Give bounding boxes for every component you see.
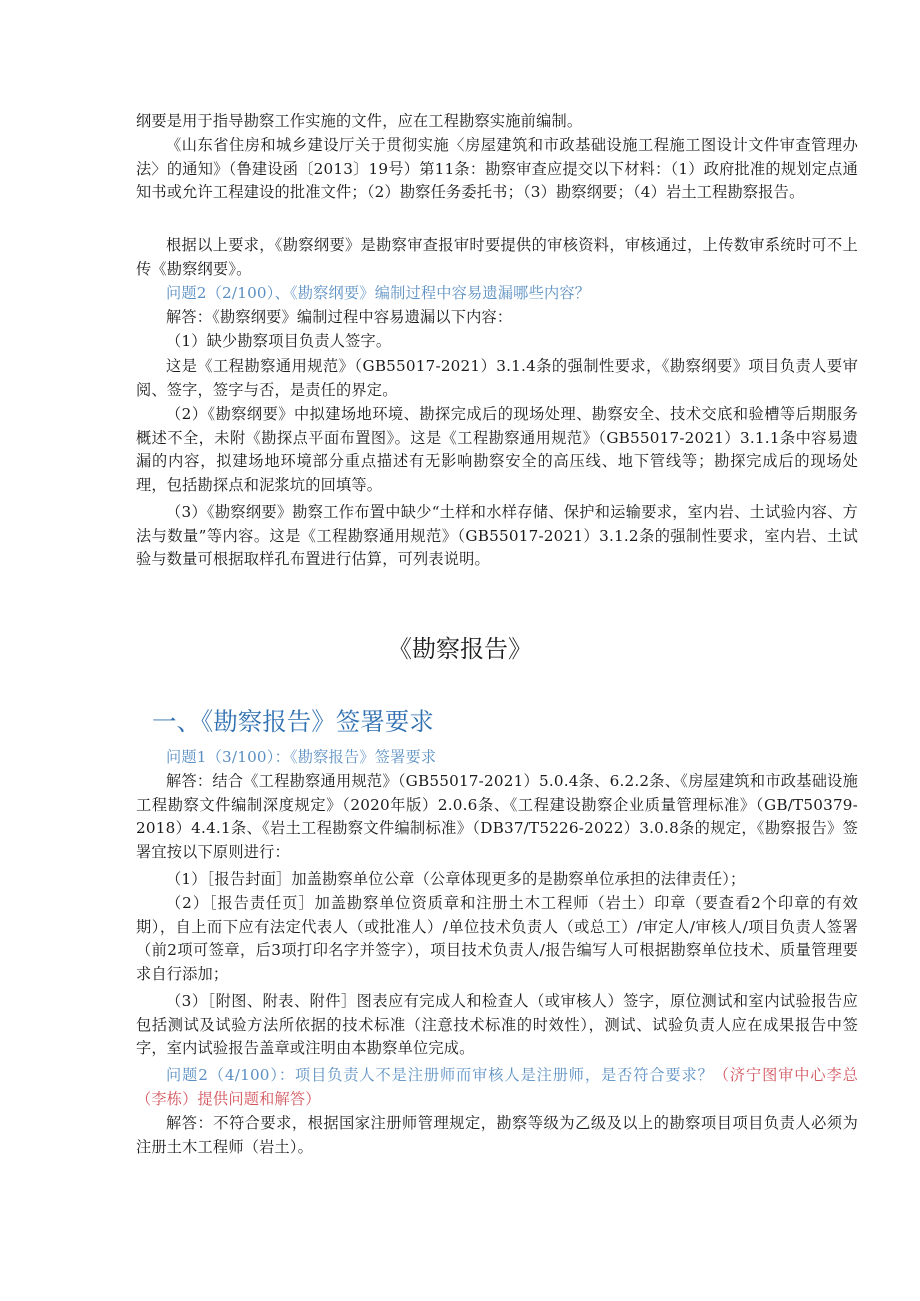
answer-2-item-1-detail: 这是《工程勘察通用规范》（GB55017-2021）3.1.4条的强制性要求，《勘察纲要》项目负责人要审阅、签字，签字与否，是责任的界定。 (136, 357, 858, 399)
answer-1-item-2: （2）［报告责任页］加盖勘察单位资质章和注册土木工程师（岩土）印章（要查看2个印章的有效期），自上而下应有法定代表人（或批准人）/单位技术负责人（或总工）/审定人/审核人/项目负责人签署（前2项可签章，后3项打印名字并签字），项目技术负责人/报告编写人可根据勘察单位技术、质量管理要求自行添加； (136, 894, 858, 983)
paragraph-review-conclusion: 根据以上要求，《勘察纲要》是勘察审查报审时要提供的审核资料，审核通过，上传数审系统时可不上传《勘察纲要》。 (136, 236, 858, 278)
question-2-report-source: （济宁图审中心李总（李栋）提供问题和解答） (136, 1066, 858, 1108)
paragraph-outline-purpose: 纲要是用于指导勘察工作实施的文件，应在工程勘察实施前编制。 (136, 112, 583, 130)
section-title-report: 《勘察报告》 (388, 635, 532, 663)
answer-2-item-3: （3）《勘察纲要》勘察工作布置中缺少“土样和水样存储、保护和运输要求，室内岩、土试验内容、方法与数量”等内容。这是《工程勘察通用规范》（GB55017-2021）3.1.2条的强制性要求，室内岩、土试验与数量可根据取样孔布置进行估算，可列表说明。 (136, 503, 858, 569)
answer-1-item-3: （3）［附图、附表、附件］图表应有完成人和检查人（或审核人）签字，原位测试和室内试验报告应包括测试及试验方法所依据的技术标准（注意技术标准的时效性），测试、试验负责人应在成果报告中签字，室内试验报告盖章或注明由本勘察单位完成。 (136, 992, 858, 1058)
question-2-report (136, 1064, 858, 1111)
answer-2-intro: 解答：《勘察纲要》编制过程中容易遗漏以下内容： (166, 308, 513, 326)
heading-report-signing: 一、《勘察报告》签署要求 (152, 707, 434, 736)
answer-2-report: 解答：不符合要求，根据国家注册师管理规定，勘察等级为乙级及以上的勘察项目项目负责人必须为注册土木工程师（岩土）。 (136, 1114, 858, 1156)
answer-1-item-1: （1）［报告封面］加盖勘察单位公章（公章体现更多的是勘察单位承担的法律责任）； (166, 870, 746, 888)
answer-2-item-1: （1）缺少勘察项目负责人签字。 (166, 332, 392, 350)
question-1-report: 问题1（3/100）：《勘察报告》签署要求 (166, 748, 437, 766)
question-2-report-text: 问题2（4/100）：项目负责人不是注册师而审核人是注册师，是否符合要求？ (166, 1066, 714, 1084)
answer-1-report: 解答：结合《工程勘察通用规范》（GB55017-2021）5.0.4条、6.2.2条、《房屋建筑和市政基础设施工程勘察文件编制深度规定》（2020年版）2.0.6条、《工程建设勘察企业质量管理标准》（GB/T50379-2018）4.4.1条、《岩土工程勘察文件编制标准》（DB37/T5226-2022）3.0.8条的规定，《勘察报告》签署宜按以下原则进行： (136, 772, 858, 861)
paragraph-shandong-notice: 《山东省住房和城乡建设厅关于贯彻实施〈房屋建筑和市政基础设施工程施工图设计文件审查管理办法〉的通知》（鲁建设函〔2013〕19号）第11条：勘察审查应提交以下材料：（1）政府批准的规划定点通知书或允许工程建设的批准文件；（2）勘察任务委托书；（3）勘察纲要；（4）岩土工程勘察报告。 (136, 136, 858, 202)
answer-2-item-2: （2）《勘察纲要》中拟建场地环境、勘探完成后的现场处理、勘察安全、技术交底和验槽等后期服务概述不全，未附《勘探点平面布置图》。这是《工程勘察通用规范》（GB55017-2021）3.1.1条中容易遗漏的内容，拟建场地环境部分重点描述有无影响勘察安全的高压线、地下管线等；勘探完成后的现场处理，包括勘探点和泥浆坑的回填等。 (136, 405, 858, 494)
question-2-outline: 问题2（2/100）、《勘察纲要》编制过程中容易遗漏哪些内容？ (166, 284, 591, 302)
